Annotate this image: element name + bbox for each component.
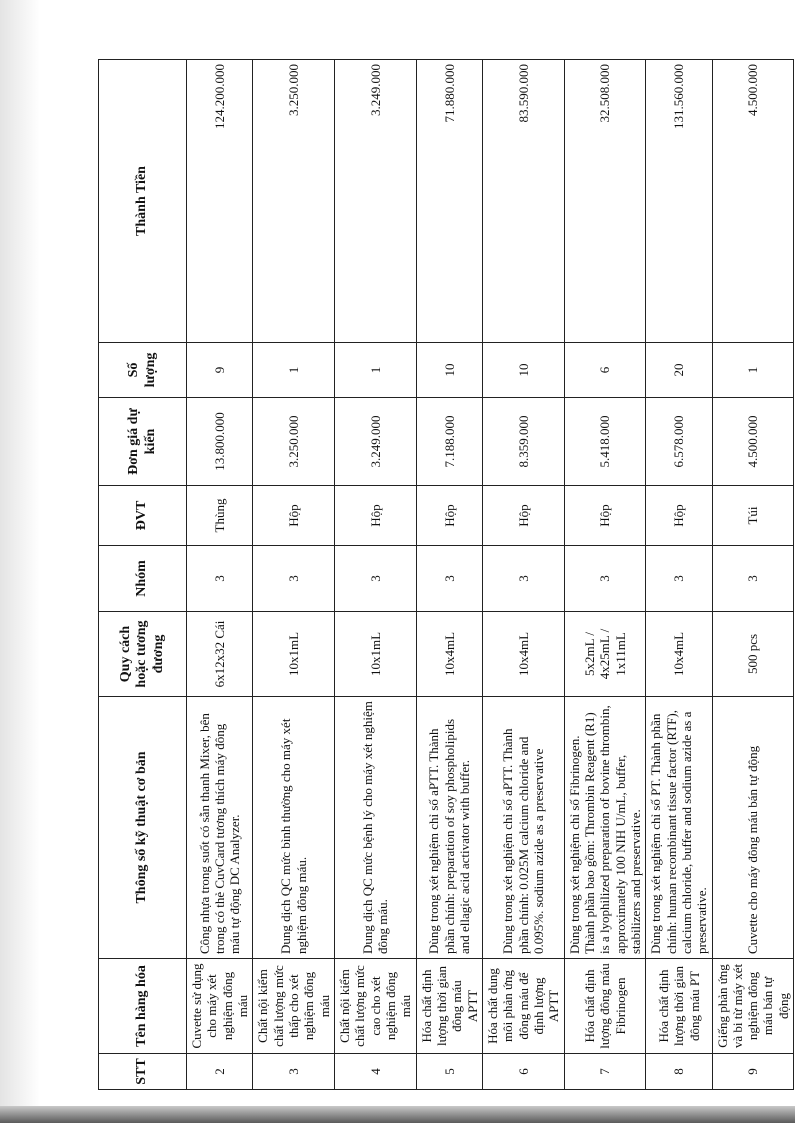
cell-stt: 6 [482, 1054, 564, 1090]
cell-qty: 9 [187, 343, 253, 398]
cell-stt: 7 [564, 1054, 646, 1090]
cell-group: 3 [334, 546, 416, 612]
cell-pack: 10x1mL [253, 612, 335, 697]
cell-spec: Dùng trong xét nghiệm chỉ số aPTT. Thành phần chính: 0.025M calcium chloride and 0.095%. sodium azide as a preservative [482, 697, 564, 959]
scan-shadow-bottom [0, 1106, 795, 1123]
cell-unit: Túi [712, 486, 794, 546]
cell-pack: 10x4mL [416, 612, 482, 697]
cell-pack: 6x12x32 Cái [187, 612, 253, 697]
cell-price: 3.249.000 [334, 398, 416, 486]
header-stt: STT [99, 1054, 187, 1090]
cell-name: Cuvette sử dụng cho máy xét nghiệm đông máu [187, 959, 253, 1054]
cell-qty: 10 [482, 343, 564, 398]
scan-shadow-left [0, 0, 40, 1123]
table-row [712, 60, 794, 1090]
cell-spec: Cuvette cho máy đông máu bán tự động [712, 697, 794, 959]
cell-price: 13.800.000 [187, 398, 253, 486]
table-row [564, 60, 646, 1090]
header-pack: Quy cách hoặc tương đương [99, 612, 187, 697]
cell-unit: Hộp [416, 486, 482, 546]
cell-qty: 20 [646, 343, 712, 398]
cell-unit: Hộp [564, 486, 646, 546]
cell-spec: Dùng trong xét nghiệm chỉ số aPTT. Thành phần chính: preparation of soy phospholipids and ellagic acid activator with buffer. [416, 697, 482, 959]
cell-pack: 10x4mL [646, 612, 712, 697]
cell-name: Hóa chất dung môi phản ứng đông máu để định lượng APTT [482, 959, 564, 1054]
cell-group: 3 [482, 546, 564, 612]
cell-name: Hóa chất định lượng đông máu Fibrinogen [564, 959, 646, 1054]
cell-name: Giếng phản ứng và bi từ máy xét nghiệm đông máu bán tự động [712, 959, 794, 1054]
cell-group: 3 [416, 546, 482, 612]
cell-unit: Hộp [482, 486, 564, 546]
cell-qty: 6 [564, 343, 646, 398]
cell-unit: Thùng [187, 486, 253, 546]
cell-price: 8.359.000 [482, 398, 564, 486]
cell-spec: Dung dịch QC mức bệnh lý cho máy xét nghiệm đông máu. [334, 697, 416, 959]
cell-price: 6.578.000 [646, 398, 712, 486]
header-name: Tên hàng hóa [99, 959, 187, 1054]
cell-qty: 10 [416, 343, 482, 398]
table-row [646, 60, 712, 1090]
cell-pack: 5x2mL / 4x25mL / 1x11mL [564, 612, 646, 697]
cell-group: 3 [253, 546, 335, 612]
cell-total: 32.508.000 [564, 60, 646, 343]
procurement-table [98, 59, 794, 1090]
cell-unit: Hộp [334, 486, 416, 546]
cell-group: 3 [646, 546, 712, 612]
cell-total: 3.250.000 [253, 60, 335, 343]
cell-qty: 1 [253, 343, 335, 398]
cell-unit: Hộp [646, 486, 712, 546]
cell-name: Chất nội kiểm chất lượng mức cao cho xét nghiệm đông máu [334, 959, 416, 1054]
table-row [187, 60, 253, 1090]
cell-stt: 9 [712, 1054, 794, 1090]
header-row [99, 60, 187, 1090]
cell-stt: 5 [416, 1054, 482, 1090]
cell-pack: 500 pcs [712, 612, 794, 697]
cell-stt: 2 [187, 1054, 253, 1090]
cell-spec: Dùng trong xét nghiệm chỉ số PT. Thành phần chính: human recombinant tissue factor (RTF), calcium chloride, buffer and sodium azide as a preservative. [646, 697, 712, 959]
cell-spec: Dung dịch QC mức bình thường cho máy xét nghiệm đông máu. [253, 697, 335, 959]
cell-total: 3.249.000 [334, 60, 416, 343]
cell-pack: 10x4mL [482, 612, 564, 697]
cell-price: 5.418.000 [564, 398, 646, 486]
cell-group: 3 [187, 546, 253, 612]
cell-group: 3 [564, 546, 646, 612]
cell-stt: 4 [334, 1054, 416, 1090]
table-row [482, 60, 564, 1090]
header-qty: Số lượng [99, 343, 187, 398]
table-row [334, 60, 416, 1090]
table-row [416, 60, 482, 1090]
header-spec: Thông số kỹ thuật cơ bản [99, 697, 187, 959]
rotated-page [98, 60, 791, 1090]
cell-qty: 1 [712, 343, 794, 398]
cell-spec: Công nhựa trong suốt có sẵn thanh Mixer, bên trong có thẻ CuvCard tương thích máy đông máu tự động DC Analyzer. [187, 697, 253, 959]
cell-name: Hóa chất định lượng thời gian đông máu PT [646, 959, 712, 1054]
cell-total: 71.880.000 [416, 60, 482, 343]
header-unit: ĐVT [99, 486, 187, 546]
header-group: Nhóm [99, 546, 187, 612]
cell-price: 3.250.000 [253, 398, 335, 486]
header-price: Đơn giá dự kiến [99, 398, 187, 486]
header-total: Thành Tiền [99, 60, 187, 343]
cell-name: Chất nội kiểm chất lượng mức thấp cho xét nghiệm đông máu [253, 959, 335, 1054]
cell-name: Hóa chất định lượng thời gian đông máu APTT [416, 959, 482, 1054]
table-row [253, 60, 335, 1090]
cell-qty: 1 [334, 343, 416, 398]
cell-price: 7.188.000 [416, 398, 482, 486]
cell-spec: Dùng trong xét nghiệm chỉ số Fibrinogen. Thành phần bao gồm: Thrombin Reagent (R1) is a lyophilized preparation of bovine thrombin, approximately 100 NIH U/mL, buffer, stabilizers and preservative. [564, 697, 646, 959]
cell-total: 131.560.000 [646, 60, 712, 343]
cell-price: 4.500.000 [712, 398, 794, 486]
cell-total: 4.500.000 [712, 60, 794, 343]
cell-total: 124.200.000 [187, 60, 253, 343]
cell-pack: 10x1mL [334, 612, 416, 697]
cell-stt: 8 [646, 1054, 712, 1090]
cell-group: 3 [712, 546, 794, 612]
cell-total: 83.590.000 [482, 60, 564, 343]
cell-unit: Hộp [253, 486, 335, 546]
cell-stt: 3 [253, 1054, 335, 1090]
